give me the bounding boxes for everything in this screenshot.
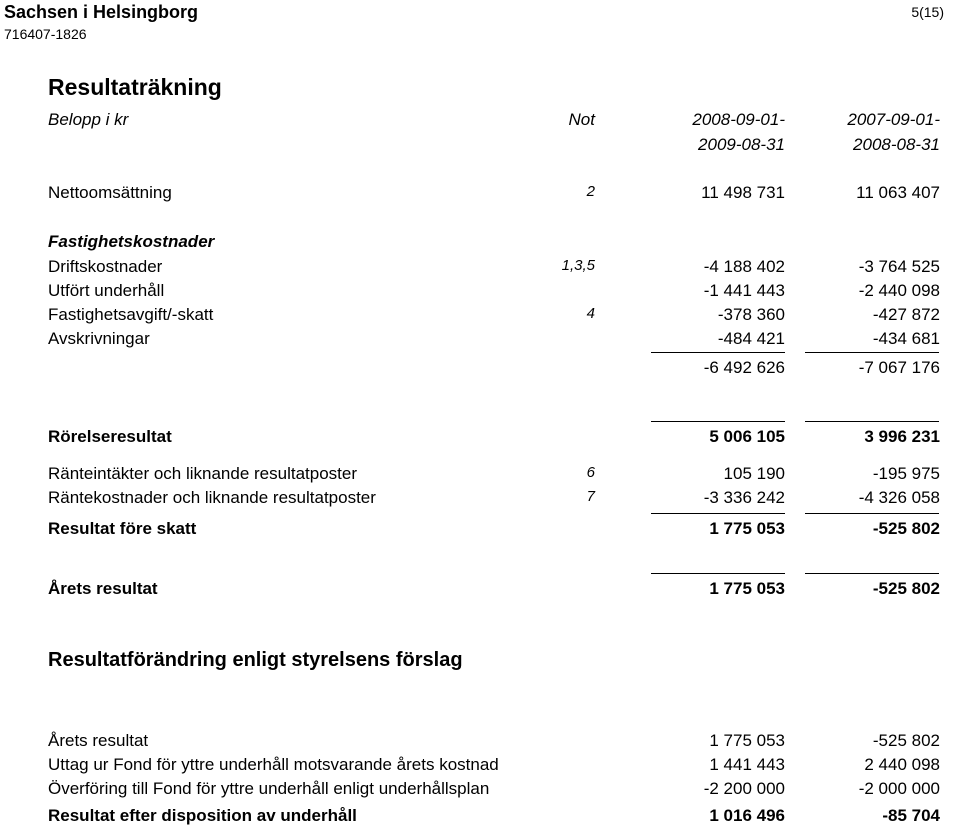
- table-row: [48, 755, 942, 777]
- column-period2-start: 2007-09-01-: [847, 110, 940, 129]
- section-heading: [48, 232, 942, 254]
- row-value-previous: -525 802: [872, 519, 940, 538]
- row-value-previous: -2 000 000: [858, 779, 940, 798]
- subtotal-row: [48, 358, 942, 380]
- column-period2-end: 2008-08-31: [853, 135, 940, 154]
- row-label: Resultat efter disposition av underhåll: [48, 806, 357, 825]
- row-label: Överföring till Fond för yttre underhåll enligt underhållsplan: [48, 779, 490, 798]
- total-row: [48, 579, 942, 601]
- page-title: Resultaträkning: [48, 74, 222, 100]
- table-row: [48, 464, 942, 486]
- row-value-current: -2 200 000: [703, 779, 785, 798]
- page-number: 5(15): [911, 4, 944, 20]
- row-value-previous: -85 704: [882, 806, 940, 825]
- row-label: Nettoomsättning: [48, 183, 172, 202]
- subtotal-line: [651, 513, 785, 514]
- row-label: Resultat före skatt: [48, 519, 197, 538]
- table-row: [48, 183, 942, 205]
- column-note-header: Not: [568, 110, 595, 129]
- table-row: [48, 305, 942, 327]
- subtotal-line: [651, 573, 785, 574]
- row-value-previous: 3 996 231: [864, 427, 940, 446]
- row-note: 7: [586, 488, 595, 505]
- row-label: Driftskostnader: [48, 257, 163, 276]
- subtotal-line: [651, 421, 785, 422]
- row-label: Avskrivningar: [48, 329, 150, 348]
- row-label: Utfört underhåll: [48, 281, 165, 300]
- organization-name: Sachsen i Helsingborg: [4, 2, 199, 22]
- row-value-current: 1 775 053: [709, 519, 785, 538]
- table-row: [48, 281, 942, 303]
- row-value-previous: -2 440 098: [858, 281, 940, 300]
- row-value-current: 1 775 053: [709, 731, 785, 750]
- subtotal-line: [805, 421, 939, 422]
- column-period1-end: 2009-08-31: [698, 135, 785, 154]
- row-label: Ränteintäkter och liknande resultatposter: [48, 464, 358, 483]
- row-note: 6: [586, 464, 595, 481]
- organization-number: 716407-1826: [4, 26, 87, 42]
- row-value-previous: -4 326 058: [858, 488, 940, 507]
- column-header-row: [48, 110, 942, 132]
- row-label: Uttag ur Fond för yttre underhåll motsvarande årets kostnad: [48, 755, 499, 774]
- row-note: 2: [586, 183, 595, 200]
- section-title: Resultatförändring enligt styrelsens förslag: [48, 649, 463, 671]
- row-value-current: -3 336 242: [703, 488, 785, 507]
- row-label: Årets resultat: [48, 579, 158, 598]
- row-label: Fastighetsavgift/-skatt: [48, 305, 214, 324]
- row-value-previous: 11 063 407: [856, 183, 940, 202]
- row-note: 4: [586, 305, 595, 322]
- table-row: [48, 488, 942, 510]
- row-value-previous: 2 440 098: [864, 755, 940, 774]
- row-value-current: 1 775 053: [709, 579, 785, 598]
- row-value-current: -4 188 402: [703, 257, 785, 276]
- subtotal-line: [805, 573, 939, 574]
- total-row: [48, 519, 942, 541]
- row-value-current: -1 441 443: [703, 281, 785, 300]
- row-value-previous: -525 802: [872, 731, 940, 750]
- row-value-previous: -434 681: [872, 329, 940, 348]
- row-value-current: -484 421: [717, 329, 785, 348]
- row-value-current: 5 006 105: [709, 427, 785, 446]
- total-row: [48, 806, 942, 828]
- row-value-current: -378 360: [717, 305, 785, 324]
- row-value-current: 1 441 443: [709, 755, 785, 774]
- table-row: [48, 257, 942, 279]
- row-value-current: 11 498 731: [701, 183, 785, 202]
- table-row: [48, 779, 942, 801]
- row-label: Årets resultat: [48, 731, 149, 750]
- row-label: Rörelseresultat: [48, 427, 172, 446]
- subtotal-line: [805, 513, 939, 514]
- row-value-current: 105 190: [723, 464, 785, 483]
- table-row: [48, 329, 942, 351]
- row-value-previous: -427 872: [872, 305, 940, 324]
- row-value-current: -6 492 626: [703, 358, 785, 377]
- row-value-previous: -3 764 525: [858, 257, 940, 276]
- subtotal-line: [805, 352, 939, 353]
- row-label: Räntekostnader och liknande resultatposter: [48, 488, 376, 507]
- row-note: 1,3,5: [561, 257, 595, 274]
- row-value-previous: -7 067 176: [858, 358, 940, 377]
- column-period1-start: 2008-09-01-: [692, 110, 785, 129]
- total-row: [48, 427, 942, 449]
- subtotal-line: [651, 352, 785, 353]
- column-label-header: Belopp i kr: [48, 110, 129, 129]
- fastighetskostnader-heading: Fastighetskostnader: [48, 232, 215, 251]
- row-value-previous: -195 975: [872, 464, 940, 483]
- row-value-previous: -525 802: [872, 579, 940, 598]
- table-row: [48, 731, 942, 753]
- column-header-row-2: [48, 135, 942, 157]
- row-value-current: 1 016 496: [709, 806, 785, 825]
